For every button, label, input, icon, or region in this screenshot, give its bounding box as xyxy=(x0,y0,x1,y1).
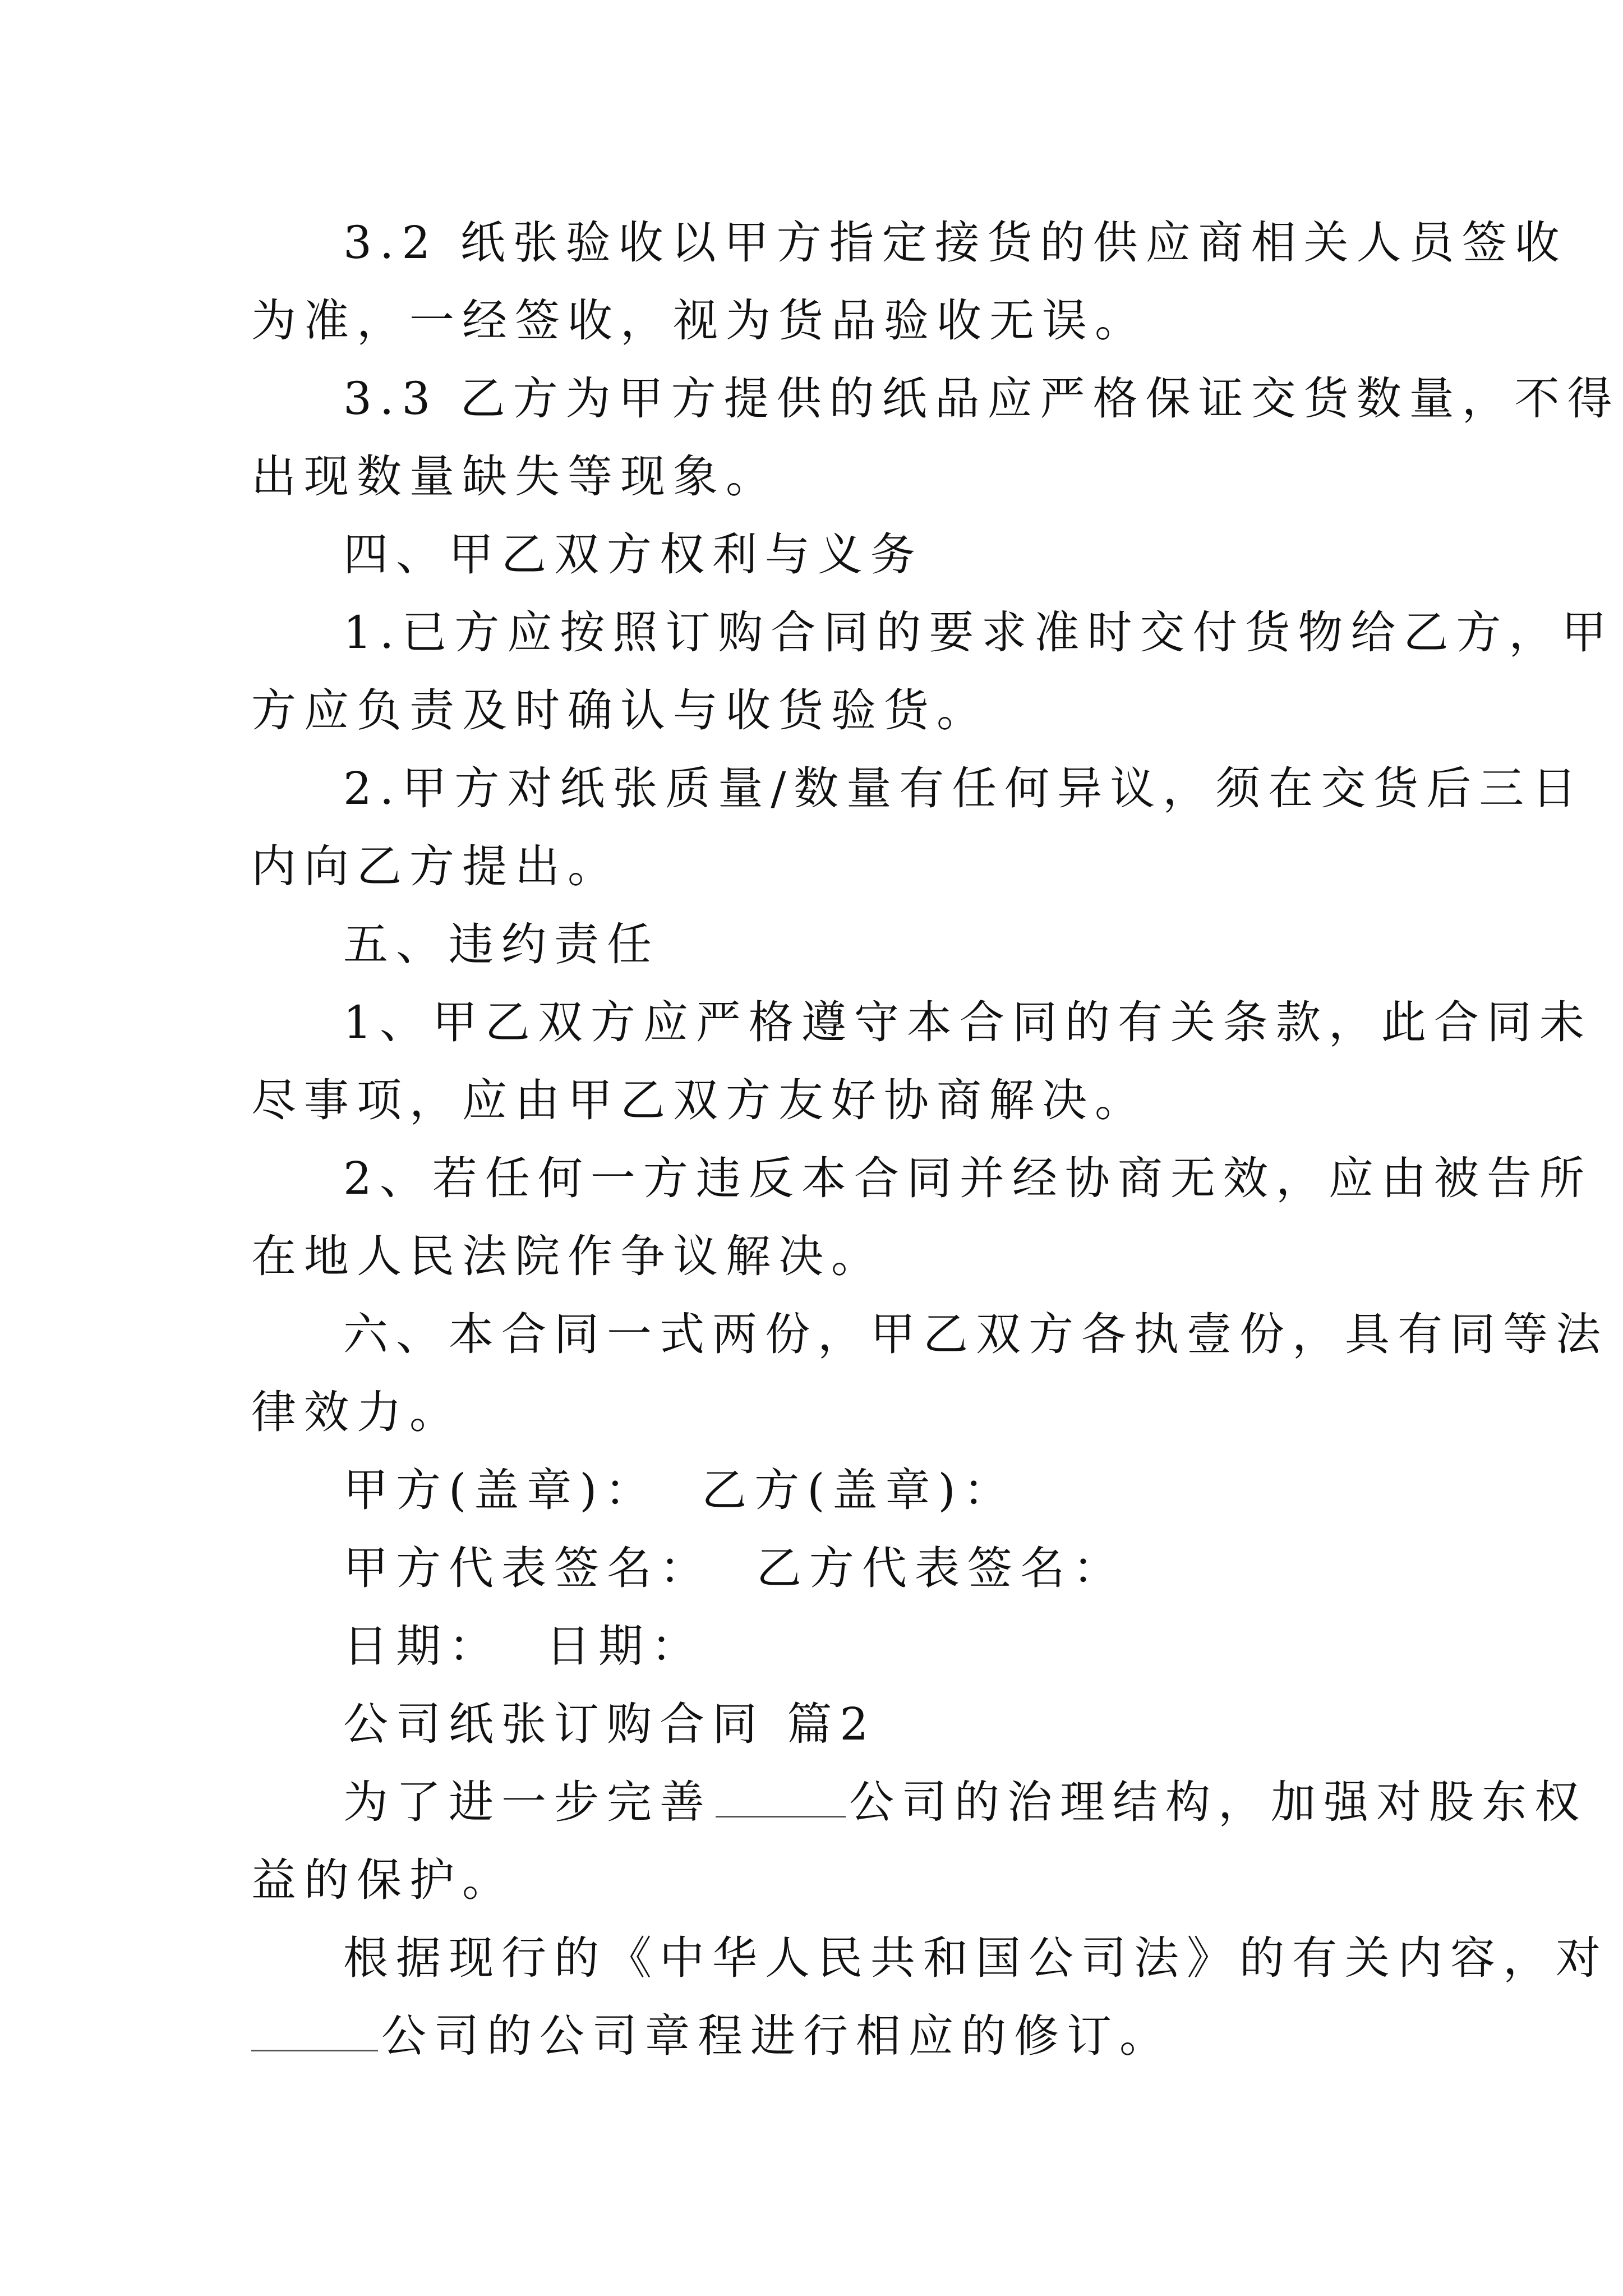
text-line: 六、本合同一式两份，甲乙双方各执壹份，具有同等法 xyxy=(343,1308,1608,1360)
text-line: 2.甲方对纸张质量/数量有任何异议，须在交货后三日 xyxy=(343,762,1585,815)
text-line: 3.2 纸张验收以甲方指定接货的供应商相关人员签收 xyxy=(343,217,1567,269)
text-line-with-blank xyxy=(251,2009,1172,2063)
text-line: 内向乙方提出。 xyxy=(251,840,620,892)
section-heading: 四、甲乙双方权利与义务 xyxy=(343,528,923,581)
text-line: 在地人民法院作争议解决。 xyxy=(251,1230,884,1282)
fill-in-blank xyxy=(716,1781,846,1818)
text-line: 方应负责及时确认与收货验货。 xyxy=(251,684,989,737)
signature-date-line: 日期： 日期： xyxy=(343,1620,704,1672)
text-line-with-blank xyxy=(343,1775,1587,1829)
article-heading: 公司纸张订购合同 篇2 xyxy=(343,1698,877,1750)
section-heading: 五、违约责任 xyxy=(343,918,660,970)
text-line: 根据现行的《中华人民共和国公司法》的有关内容，对 xyxy=(343,1932,1608,1984)
fill-in-blank xyxy=(251,2015,378,2051)
signature-name-line: 甲方代表签名： 乙方代表签名： xyxy=(343,1542,1126,1594)
text-line: 律效力。 xyxy=(251,1386,462,1438)
text-line: 3.3 乙方为甲方提供的纸品应严格保证交货数量，不得 xyxy=(343,372,1620,425)
text-segment: 公司的治理结构，加强对股东权 xyxy=(849,1776,1587,1828)
text-segment: 公司的公司章程进行相应的修订。 xyxy=(381,2010,1172,2062)
text-segment: 为了进一步完善 xyxy=(343,1776,712,1828)
text-line: 2、若任何一方违反本合同并经协商无效，应由被告所 xyxy=(343,1152,1592,1204)
text-line: 1.已方应按照订购合同的要求准时交付货物给乙方，甲 xyxy=(343,606,1615,659)
text-line: 益的保护。 xyxy=(251,1854,515,1906)
text-line: 1、甲乙双方应严格遵守本合同的有关条款，此合同未 xyxy=(343,996,1592,1048)
text-line: 出现数量缺失等现象。 xyxy=(251,450,778,503)
text-line: 尽事项，应由甲乙双方友好协商解决。 xyxy=(251,1074,1147,1126)
text-line: 为准，一经签收，视为货品验收无误。 xyxy=(251,295,1147,347)
signature-seal-line: 甲方(盖章)： 乙方(盖章)： xyxy=(343,1464,1016,1516)
